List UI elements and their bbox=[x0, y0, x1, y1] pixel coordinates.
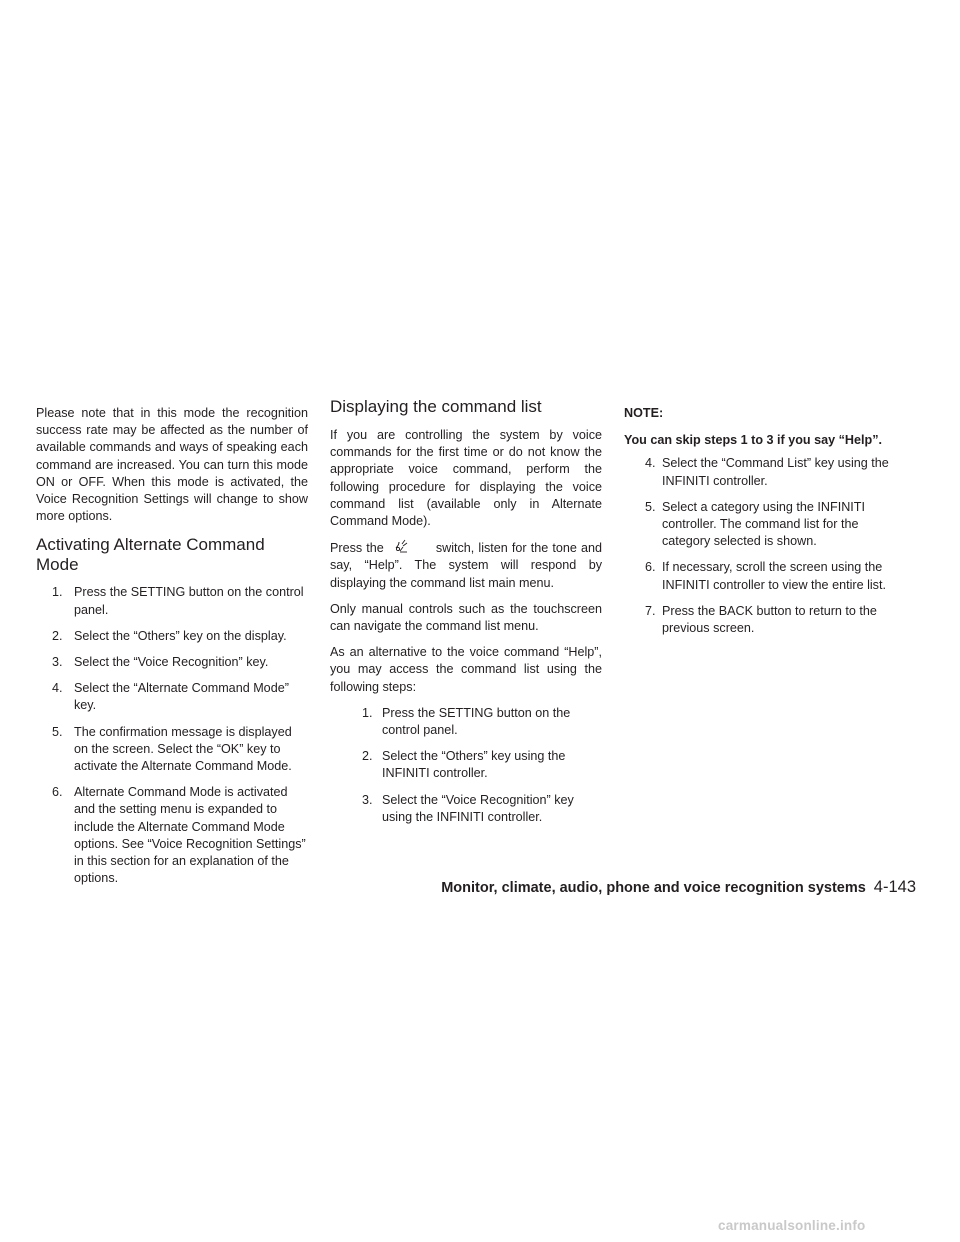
list-item: 3. Select the “Voice Recognition” key. bbox=[52, 655, 269, 670]
list-item: 1. Press the SETTING button on the control panel. bbox=[52, 585, 304, 617]
list-item: 1. Press the SETTING button on the control panel. bbox=[362, 705, 571, 738]
watermark: carmanualsonline.info bbox=[718, 1218, 866, 1233]
section-heading-alternate-command-mode: Activating Alternate Command Mode bbox=[36, 535, 265, 575]
paragraph-manual-controls: Only manual controls such as the touchscreen can navigate the command list menu. bbox=[330, 601, 602, 634]
paragraph-command-list-intro: If you are controlling the system by voice commands for the first time or do not know the appropriate voice command, perform the following procedure for displaying the voice command list (available only in Alternate Command Mode). bbox=[330, 428, 602, 529]
page-footer bbox=[396, 878, 916, 897]
column-right bbox=[624, 405, 896, 646]
intro-paragraph: Please note that in this mode the recognition success rate may be affected as the number of available commands and ways of speaking each command are increased. You can turn this mode ON or OFF. When this mode is activated, the Voice Recognition Settings will change to show more options. bbox=[36, 406, 308, 524]
list-item: 6. Alternate Command Mode is activated and the setting menu is expanded to include the Alternate Command Mode options. See “Voice Recognition Settings” in this section for an explanation of the options. bbox=[52, 785, 306, 886]
paragraph-press-talk-switch: Press the switch, listen for the tone and say, “Help”. The system will respond by displaying the command list main menu. bbox=[330, 541, 602, 590]
list-item: 2. Select the “Others” key on the display. bbox=[52, 628, 287, 643]
command-list-steps-continued bbox=[624, 455, 896, 637]
list-item: 4. Select the “Alternate Command Mode” key. bbox=[52, 681, 289, 713]
page-number: 4-143 bbox=[873, 878, 916, 896]
list-item: 4. Select the “Command List” key using the INFINITI controller. bbox=[645, 456, 889, 488]
section-heading-command-list: Displaying the command list bbox=[330, 397, 542, 416]
paragraph-alternative-steps: As an alternative to the voice command “Help”, you may access the command list using the following steps: bbox=[330, 645, 602, 694]
list-item: 5. The confirmation message is displayed on the screen. Select the “OK” key to activate the Alternate Command Mode. bbox=[52, 724, 292, 774]
talk-switch-icon bbox=[384, 539, 436, 553]
activation-steps-list bbox=[36, 584, 308, 887]
column-left bbox=[36, 405, 308, 896]
list-item: 3. Select the “Voice Recognition” key using the INFINITI controller. bbox=[362, 792, 574, 824]
footer-section-title: Monitor, climate, audio, phone and voice recognition systems bbox=[441, 880, 866, 896]
list-item: 2. Select the “Others” key using the INFINITI controller. bbox=[362, 749, 566, 781]
list-item: 7. Press the BACK button to return to the previous screen. bbox=[645, 603, 877, 636]
note-text: You can skip steps 1 to 3 if you say “Help”. bbox=[624, 433, 883, 448]
command-list-steps bbox=[330, 705, 602, 826]
list-item: 6. If necessary, scroll the screen using the INFINITI controller to view the entire list. bbox=[645, 560, 886, 592]
list-item: 5. Select a category using the INFINITI controller. The command list for the category selected is shown. bbox=[645, 499, 865, 549]
note-label: NOTE: bbox=[624, 406, 664, 420]
column-middle bbox=[330, 397, 602, 835]
